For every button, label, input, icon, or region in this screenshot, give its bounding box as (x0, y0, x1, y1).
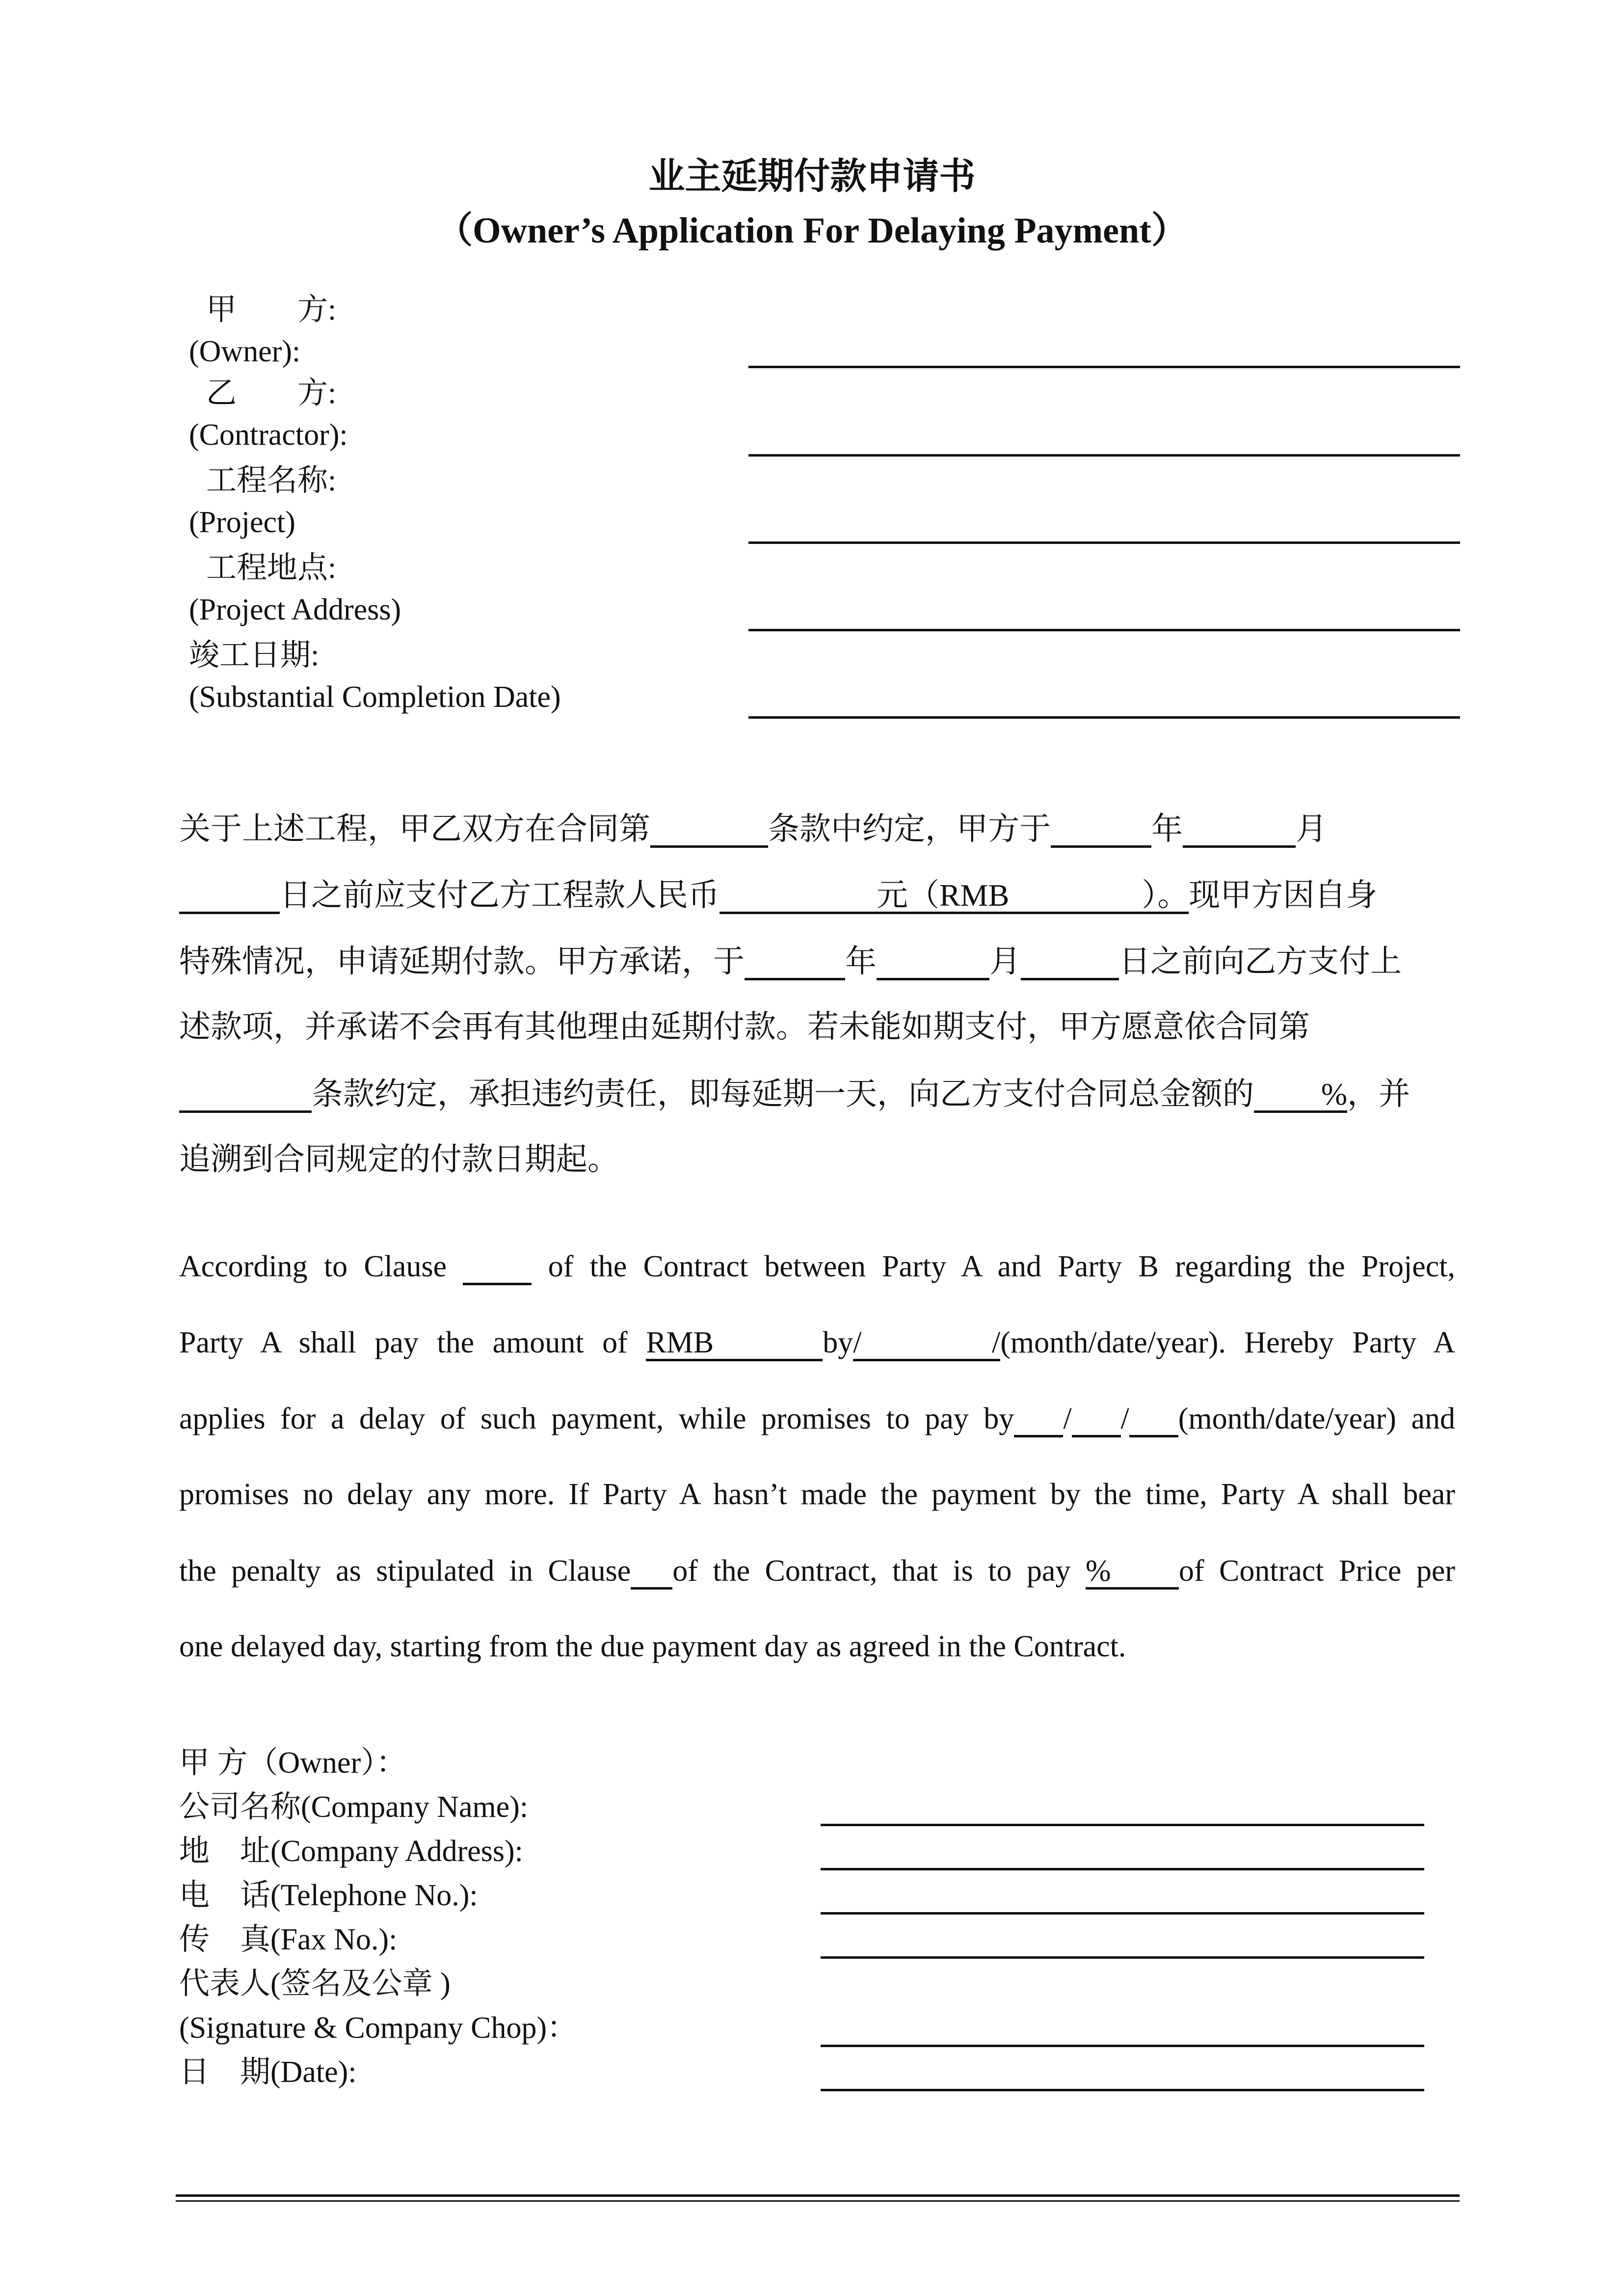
cn-line-5: 条款约定，承担违约责任，即每延期一天，向乙方支付合同总金额的 %，并 (179, 1078, 1455, 1113)
due-year-blank[interactable] (1051, 812, 1151, 848)
document-title-en: （Owner’s Application For Delaying Payment） (436, 211, 1188, 251)
cn-line-6: 追溯到合同规定的付款日期起。 (179, 1142, 619, 1177)
project-input-line[interactable] (748, 541, 1460, 544)
penalty-percent-en-blank[interactable]: % (1086, 1555, 1179, 1590)
en-line-6: one delayed day, starting from the due payment day as agreed in the Contract. (179, 1630, 1126, 1663)
field-address-label-cn: 工程地点: (206, 551, 337, 585)
contractor-input-line[interactable] (748, 454, 1460, 457)
new-year-en-blank[interactable] (1129, 1403, 1178, 1437)
field-project-label-en: (Project) (189, 506, 295, 539)
owner-input-line[interactable] (748, 366, 1460, 368)
cn-line-3: 特殊情况，申请延期付款。甲方承诺，于 年 月 日之前向乙方支付上 (179, 945, 1455, 980)
cn-line-4: 述款项，并承诺不会再有其他理由延期付款。若未能如期支付，甲方愿意依合同第 (179, 1009, 1310, 1044)
amount-rmb-en-blank[interactable] (1009, 879, 1142, 912)
field-completion-label-cn: 竣工日期: (189, 639, 319, 672)
footer-rule-top (176, 2194, 1460, 2197)
date-label: 日 期(Date): (179, 2055, 357, 2089)
field-contractor-label-cn: 乙 方: (206, 377, 337, 410)
en-line-4: promises no delay any more. If Party A hasn’t made the payment by the time, Party A shall bear (179, 1478, 1455, 1511)
completion-date-input-line[interactable] (748, 716, 1460, 719)
fax-label: 传 真(Fax No.): (179, 1923, 398, 1956)
due-date-en-blank[interactable]: / / (853, 1327, 1000, 1361)
field-project-label-cn: 工程名称: (206, 464, 337, 497)
new-year-blank[interactable] (745, 945, 845, 980)
field-owner-label-en: (Owner): (189, 335, 301, 368)
footer-rule-bottom (176, 2200, 1460, 2202)
clause-number-en-blank[interactable] (463, 1251, 532, 1285)
amount-rmb-blank[interactable]: RMB (646, 1327, 823, 1361)
due-month-blank[interactable] (1183, 812, 1296, 848)
company-address-label: 地 址(Company Address): (179, 1835, 523, 1868)
representative-label-en: (Signature & Company Chop)： (179, 2011, 578, 2045)
cn-line-1: 关于上述工程，甲乙双方在合同第 条款中约定，甲方于 年 月 (179, 812, 1455, 848)
en-line-3: applies for a delay of such payment, while promises to pay by / / (month/date/year) and (179, 1403, 1455, 1437)
amount-rmb-cn-blank[interactable] (719, 879, 877, 914)
due-day-blank[interactable] (179, 879, 280, 914)
field-completion-label-en: (Substantial Completion Date) (189, 680, 561, 714)
telephone-label: 电 话(Telephone No.): (179, 1879, 478, 1912)
signature-heading: 甲 方（Owner）： (179, 1746, 407, 1780)
new-month-blank[interactable] (877, 945, 989, 980)
project-address-input-line[interactable] (748, 629, 1460, 631)
clause-number-blank[interactable] (650, 812, 768, 848)
signature-input-line[interactable] (821, 2045, 1424, 2047)
penalty-clause-blank[interactable] (179, 1078, 312, 1113)
field-contractor-label-en: (Contractor): (189, 418, 348, 452)
company-name-label: 公司名称(Company Name): (179, 1790, 529, 1824)
date-input-line[interactable] (821, 2089, 1424, 2091)
fax-input-line[interactable] (821, 1956, 1424, 1959)
new-date-en-blank[interactable] (1072, 1403, 1121, 1437)
company-address-input-line[interactable] (821, 1868, 1424, 1870)
en-line-1: According to Clause of the Contract between Party A and Party B regarding the Project, (179, 1251, 1455, 1285)
field-owner-label-cn: 甲 方: (206, 293, 337, 326)
company-name-input-line[interactable] (821, 1824, 1424, 1826)
en-line-5: the penalty as stipulated in Clause of the Contract, that is to pay % of Contract Price per (179, 1555, 1455, 1590)
en-line-2: Party A shall pay the amount of RMB by/ /(month/date/year). Hereby Party A (179, 1327, 1455, 1361)
telephone-input-line[interactable] (821, 1912, 1424, 1915)
penalty-clause-en-blank[interactable] (631, 1555, 672, 1590)
representative-label-cn: 代表人(签名及公章 ) (179, 1967, 451, 2000)
cn-line-2: 日之前应支付乙方工程款人民币 元（RMB ）。现甲方因自身 (179, 879, 1455, 914)
penalty-percent-cn-blank[interactable]: % (1254, 1078, 1347, 1113)
document-title-cn: 业主延期付款申请书 (648, 157, 976, 197)
new-day-blank[interactable] (1021, 945, 1119, 980)
new-month-en-blank[interactable] (1014, 1403, 1063, 1437)
field-address-label-en: (Project Address) (189, 593, 401, 626)
